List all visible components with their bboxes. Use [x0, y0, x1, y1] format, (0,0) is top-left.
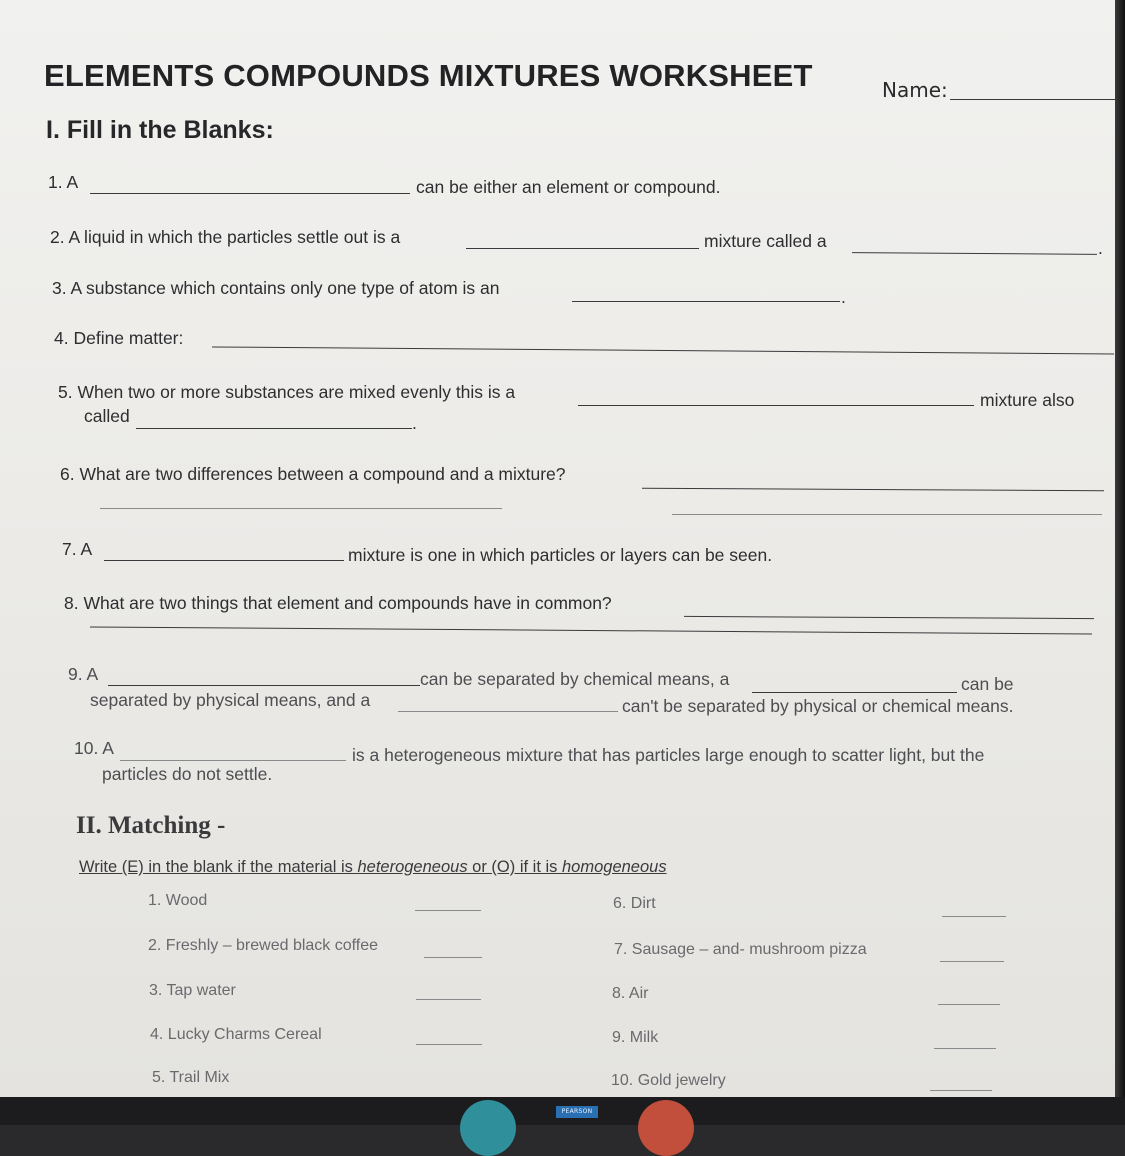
q2-blank-2[interactable]: [852, 252, 1097, 255]
q3-blank[interactable]: [572, 301, 840, 302]
q1-blank[interactable]: [90, 193, 410, 194]
matching-item-4: 4. Lucky Charms Cereal: [150, 1026, 322, 1043]
q5-end: .: [412, 413, 417, 433]
q5-blank-2[interactable]: [136, 428, 412, 429]
matching-blank-10[interactable]: [930, 1090, 992, 1091]
matching-blank-3[interactable]: [416, 999, 481, 1000]
q5-middle: mixture also: [980, 390, 1075, 410]
q4-blank[interactable]: [212, 346, 1114, 354]
q7-prefix: 7. A: [62, 539, 93, 559]
q1-suffix: can be either an element or compound.: [416, 177, 721, 197]
q5-line2: called: [84, 406, 130, 426]
matching-instructions: Write (E) in the blank if the material is heterogeneous or (O) if it is homogeneous: [79, 858, 667, 876]
q8-blank-1[interactable]: [684, 616, 1094, 619]
q2-blank-1[interactable]: [466, 248, 699, 249]
q6-blank-1[interactable]: [642, 488, 1104, 491]
q8-blank-2[interactable]: [90, 627, 1092, 635]
q7-suffix: mixture is one in which particles or layers can be seen.: [348, 545, 773, 565]
q9-middle-1: can be separated by chemical means, a: [420, 669, 730, 689]
matching-item-10: 10. Gold jewelry: [611, 1072, 726, 1089]
taskbar-pearson-logo[interactable]: PEARSON: [556, 1106, 598, 1118]
matching-blank-9[interactable]: [934, 1048, 996, 1049]
q9-line2: separated by physical means, and a: [90, 690, 371, 710]
q10-suffix: is a heterogeneous mixture that has particles large enough to scatter light, but the: [352, 745, 985, 765]
q4-prefix: 4. Define matter:: [54, 328, 184, 348]
q9-end-1: can be: [961, 674, 1014, 694]
q2-end: .: [1098, 238, 1103, 258]
q9-blank-1[interactable]: [108, 685, 420, 686]
screen-bezel-edge: [1115, 0, 1125, 1125]
section-fill-in-blanks-title: I. Fill in the Blanks:: [46, 116, 274, 144]
q10-line2: particles do not settle.: [102, 764, 273, 784]
worksheet-title: ELEMENTS COMPOUNDS MIXTURES WORKSHEET: [44, 58, 813, 93]
matching-item-3: 3. Tap water: [149, 982, 236, 999]
q6-blank-2[interactable]: [100, 508, 502, 509]
matching-blank-8[interactable]: [938, 1004, 1000, 1005]
q10-prefix: 10. A: [74, 738, 114, 758]
matching-blank-6[interactable]: [942, 916, 1006, 917]
q5-prefix: 5. When two or more substances are mixed evenly this is a: [58, 382, 516, 402]
q9-blank-3[interactable]: [398, 711, 618, 712]
matching-item-2: 2. Freshly – brewed black coffee: [148, 937, 379, 954]
q2-middle: mixture called a: [704, 231, 827, 251]
q5-blank-1[interactable]: [578, 405, 974, 406]
section-matching-title: II. Matching -: [76, 812, 226, 839]
q8-question: 8. What are two things that element and compounds have in common?: [64, 593, 612, 613]
q1-prefix: 1. A: [48, 172, 79, 192]
matching-item-1: 1. Wood: [148, 892, 208, 909]
taskbar-app-icon-teal[interactable]: [460, 1100, 516, 1156]
q10-blank[interactable]: [120, 760, 346, 761]
q9-end-2: can't be separated by physical or chemical means.: [622, 696, 1014, 716]
name-blank[interactable]: [950, 99, 1115, 100]
q7-blank[interactable]: [104, 560, 344, 561]
matching-item-9: 9. Milk: [612, 1029, 659, 1046]
q3-end: .: [841, 287, 846, 307]
matching-blank-4[interactable]: [416, 1044, 482, 1045]
matching-item-6: 6. Dirt: [613, 895, 656, 912]
taskbar-browser-icon[interactable]: [638, 1100, 694, 1156]
name-label: Name:: [882, 78, 948, 102]
q6-question: 6. What are two differences between a compound and a mixture?: [60, 464, 566, 484]
q2-prefix: 2. A liquid in which the particles settle out is a: [50, 227, 401, 247]
q9-blank-2[interactable]: [752, 692, 957, 693]
q6-blank-3[interactable]: [672, 514, 1102, 515]
matching-item-5: 5. Trail Mix: [152, 1069, 230, 1086]
matching-blank-7[interactable]: [940, 961, 1004, 962]
matching-blank-1[interactable]: [415, 910, 481, 911]
q3-prefix: 3. A substance which contains only one type of atom is an: [52, 278, 500, 298]
matching-blank-2[interactable]: [424, 957, 482, 958]
q9-prefix: 9. A: [68, 664, 99, 684]
matching-item-7: 7. Sausage – and- mushroom pizza: [614, 941, 867, 958]
matching-item-8: 8. Air: [612, 985, 649, 1002]
